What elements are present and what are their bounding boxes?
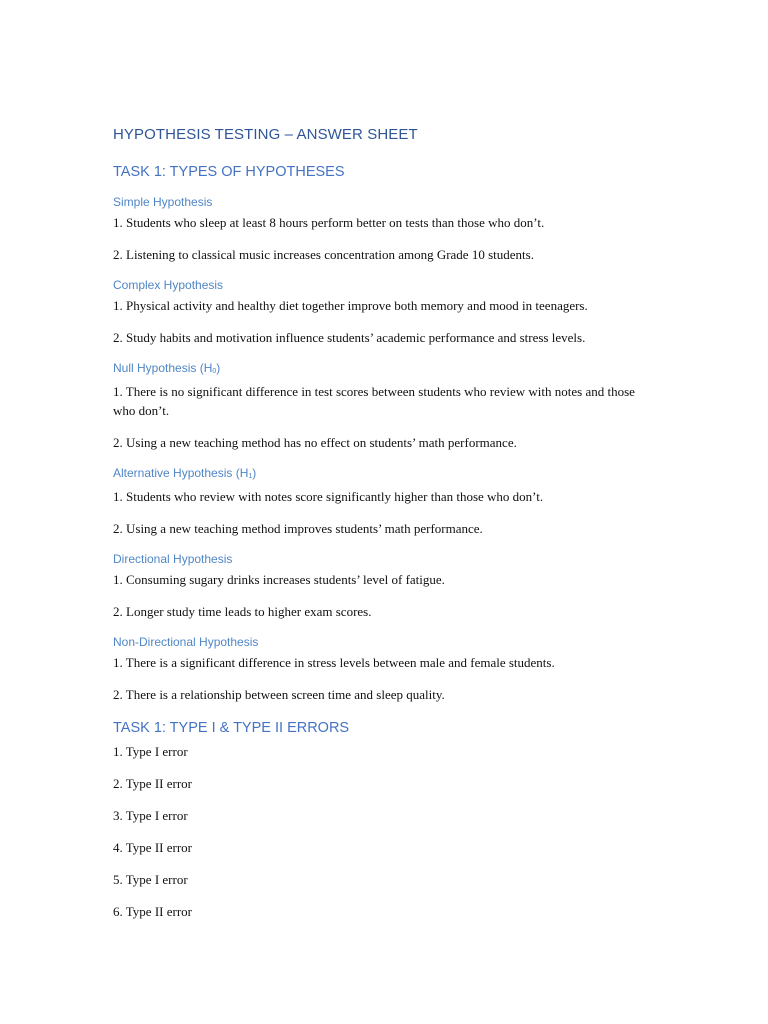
section-heading: [113, 194, 658, 211]
hypothesis-section: [113, 277, 658, 347]
hypothesis-answer: 1. Students who sleep at least 8 hours perform better on tests than those who don’t.: [113, 215, 545, 230]
section-heading: [113, 551, 658, 568]
hypothesis-answer: 2. Listening to classical music increases concentration among Grade 10 students.: [113, 247, 534, 262]
task2-heading: TASK 1: TYPE I & TYPE II ERRORS: [113, 720, 350, 736]
section-heading-text: Null Hypothesis (H: [113, 361, 213, 375]
section-heading-subscript: 0: [212, 368, 217, 375]
hypothesis-answer: 1. There is no significant difference in test scores between students who review with notes and those who don’t.: [113, 384, 635, 418]
task1-heading: TASK 1: TYPES OF HYPOTHESES: [113, 164, 345, 180]
error-answer: 5. Type I error: [113, 872, 188, 887]
hypothesis-sections: [113, 194, 658, 704]
error-answer: 3. Type I error: [113, 808, 188, 823]
error-answer: 6. Type II error: [113, 904, 192, 919]
section-heading-text: Complex Hypothesis: [113, 278, 224, 292]
hypothesis-answer: 1. Consuming sugary drinks increases students’ level of fatigue.: [113, 572, 445, 587]
hypothesis-answer: 2. Using a new teaching method has no effect on students’ math performance.: [113, 435, 517, 450]
hypothesis-answer: 2. Study habits and motivation influence students’ academic performance and stress levels.: [113, 330, 586, 345]
hypothesis-answer: 2. Using a new teaching method improves students’ math performance.: [113, 521, 483, 536]
section-heading: [113, 465, 658, 485]
hypothesis-answer: 1. Students who review with notes score significantly higher than those who don’t.: [113, 489, 544, 504]
section-heading-text: Simple Hypothesis: [113, 195, 213, 209]
section-heading-subscript: 1: [248, 473, 253, 480]
section-heading-suffix: ): [216, 361, 221, 375]
section-heading-text: Alternative Hypothesis (H: [113, 466, 249, 480]
hypothesis-section: [113, 194, 658, 264]
section-heading: [113, 634, 658, 651]
section-heading-text: Directional Hypothesis: [113, 552, 233, 566]
error-answer: 2. Type II error: [113, 776, 192, 791]
section-heading: [113, 360, 658, 380]
hypothesis-answer: 2. Longer study time leads to higher exam scores.: [113, 604, 372, 619]
error-answers-list: [113, 742, 658, 921]
hypothesis-section: [113, 634, 658, 704]
section-heading-suffix: ): [252, 466, 257, 480]
hypothesis-answer: 1. There is a significant difference in stress levels between male and female students.: [113, 655, 555, 670]
hypothesis-answer: 1. Physical activity and healthy diet together improve both memory and mood in teenagers.: [113, 298, 588, 313]
hypothesis-section: [113, 465, 658, 538]
hypothesis-section: [113, 551, 658, 621]
section-heading-text: Non-Directional Hypothesis: [113, 635, 259, 649]
error-answer: 4. Type II error: [113, 840, 192, 855]
error-answer: 1. Type I error: [113, 744, 188, 759]
document-title: HYPOTHESIS TESTING – ANSWER SHEET: [113, 126, 418, 143]
section-heading: [113, 277, 658, 294]
hypothesis-section: [113, 360, 658, 452]
hypothesis-answer: 2. There is a relationship between screen time and sleep quality.: [113, 687, 445, 702]
